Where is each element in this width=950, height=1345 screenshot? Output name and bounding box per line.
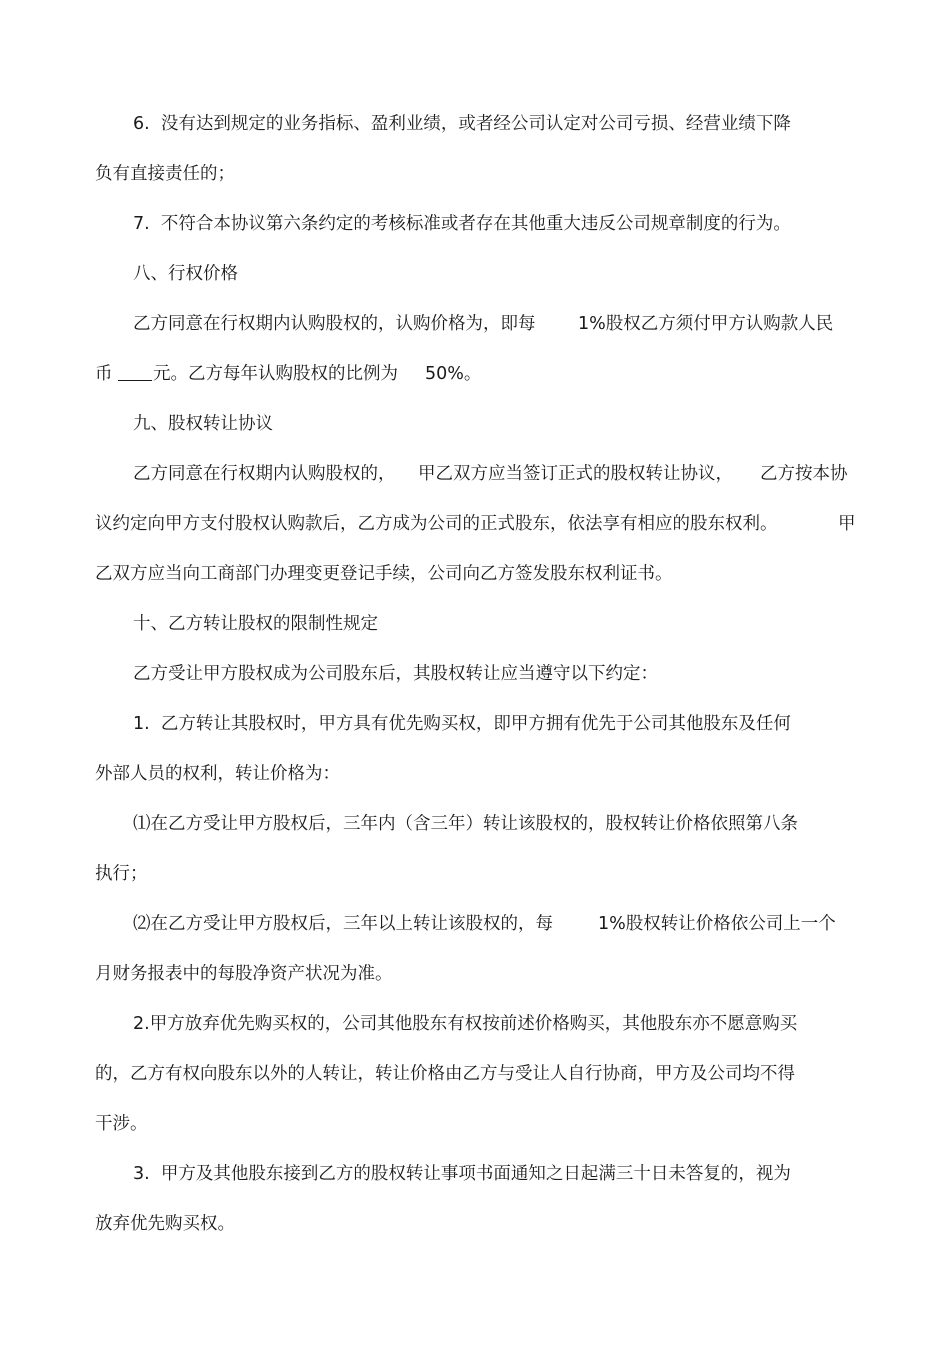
text: 6. 没有达到规定的业务指标、盈利业绩，或者经公司认定对公司亏损、经营业绩下降 [133,114,791,134]
clause-10-item-3-line-1 [0,1163,791,1207]
clause-9-line-3 [0,563,673,607]
text: 2.甲方放弃优先购买权的，公司其他股东有权按前述价格购买，其他股东亦不愿意购买 [133,1014,798,1034]
clause-10-item-2-line-3 [0,1113,148,1157]
text: 乙方按本协 [760,464,848,484]
text: 甲乙双方应当签订正式的股权转让协议， [418,464,733,484]
text: 的，乙方有权向股东以外的人转让，转让价格由乙方与受让人自行协商，甲方及公司均不得 [95,1064,795,1084]
heading-text: 八、行权价格 [133,264,238,284]
clause-7-item-7 [0,213,791,257]
text: 放弃优先购买权。 [95,1214,235,1234]
text: 乙方同意在行权期内认购股权的， [133,464,396,484]
text: 1%股权乙方须付甲方认购款人民 [578,314,834,334]
text: 月财务报表中的每股净资产状况为准。 [95,964,393,984]
text: 元。乙方每年认购股权的比例为 [153,364,398,384]
text: 外部人员的权利，转让价格为： [95,764,340,784]
section-heading-10 [0,613,378,657]
clause-7-item-6-line-2 [0,163,235,207]
text: 3. 甲方及其他股东接到乙方的股权转让事项书面通知之日起满三十日未答复的，视为 [133,1164,791,1184]
text: 乙方同意在行权期内认购股权的，认购价格为，即每 [133,314,536,334]
clause-10-item-1-line-2 [0,763,340,807]
clause-7-item-6-line-1 [0,113,791,157]
clause-10-sub-1-line-1 [0,813,798,857]
section-heading-9 [0,413,273,457]
clause-10-item-2-line-2 [0,1063,795,1107]
text: 50%。 [425,364,482,384]
text: 币 [95,364,113,384]
clause-10-sub-2-line-2 [0,963,393,1007]
text: ⑵在乙方受让甲方股权后，三年以上转让该股权的，每 [133,914,553,934]
text: 甲 [838,514,856,534]
heading-text: 九、股权转让协议 [133,414,273,434]
text: 1%股权转让价格依公司上一个 [598,914,836,934]
text: 议约定向甲方支付股权认购款后，乙方成为公司的正式股东，依法享有相应的股东权利。 [95,514,778,534]
clause-10-sub-1-line-2 [0,863,148,907]
section-heading-8 [0,263,238,307]
text: 执行； [95,864,148,884]
text: 干涉。 [95,1114,148,1134]
clause-10-item-3-line-2 [0,1213,235,1257]
price-blank [116,363,154,385]
clause-10-item-2-line-1 [0,1013,798,1057]
text: ⑴在乙方受让甲方股权后，三年内（含三年）转让该股权的，股权转让价格依照第八条 [133,814,798,834]
clause-10-intro [0,663,658,707]
text: 乙双方应当向工商部门办理变更登记手续，公司向乙方签发股东权利证书。 [95,564,673,584]
text: 乙方受让甲方股权成为公司股东后，其股权转让应当遵守以下约定： [133,664,658,684]
text: 负有直接责任的； [95,164,235,184]
clause-10-item-1-line-1 [0,713,791,757]
text: 7. 不符合本协议第六条约定的考核标准或者存在其他重大违反公司规章制度的行为。 [133,214,791,234]
heading-text: 十、乙方转让股权的限制性规定 [133,614,378,634]
text: 1. 乙方转让其股权时，甲方具有优先购买权，即甲方拥有优先于公司其他股东及任何 [133,714,791,734]
